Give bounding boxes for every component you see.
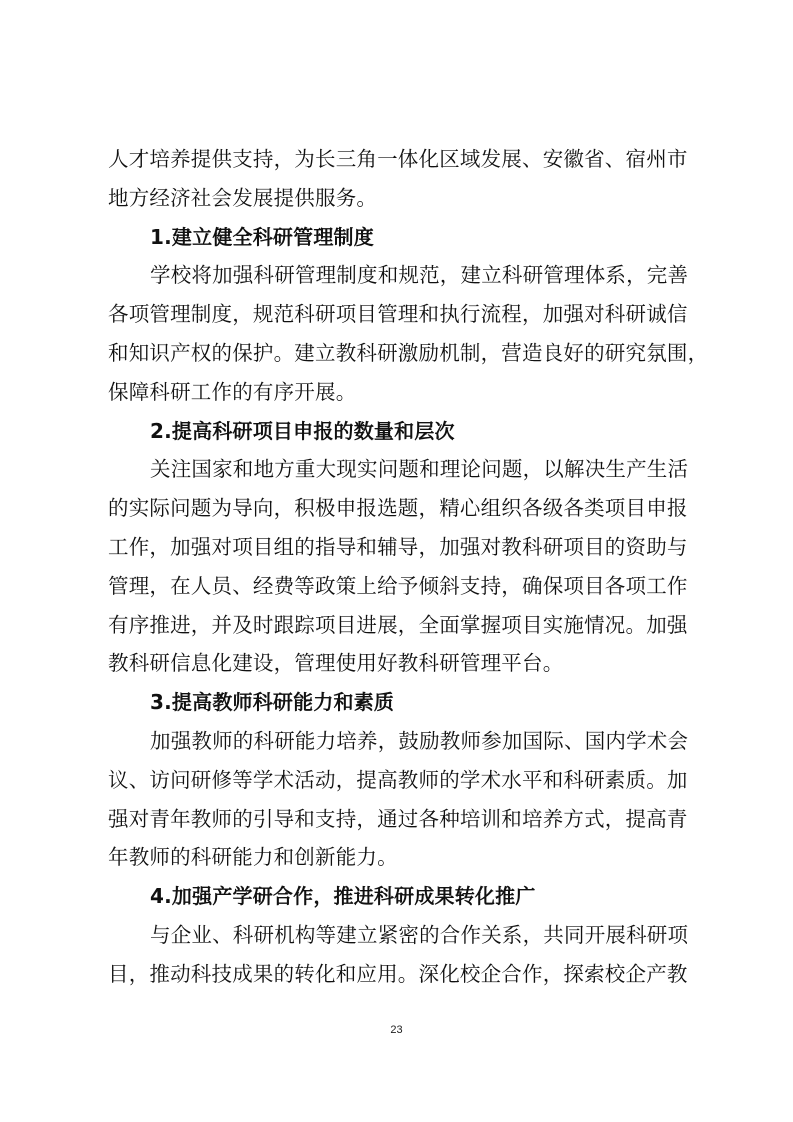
section-heading: 4.加强产学研合作，推进科研成果转化推广 — [150, 884, 536, 909]
body-line: 有序推进，并及时跟踪项目进展，全面掌握项目实施情况。加强 — [108, 612, 688, 637]
body-line: 和知识产权的保护。建立教科研激励机制，营造良好的研究氛围， — [108, 340, 709, 365]
section-heading: 3.提高教师科研能力和素质 — [150, 690, 395, 715]
body-line: 的实际问题为导向，积极申报选题，精心组织各级各类项目申报 — [108, 496, 688, 521]
page-number: 23 — [390, 1024, 403, 1036]
body-line: 地方经济社会发展提供服务。 — [108, 185, 378, 210]
body-line: 人才培养提供支持，为长三角一体化区域发展、安徽省、宿州市 — [108, 147, 688, 171]
body-line: 保障科研工作的有序开展。 — [108, 379, 357, 404]
section-heading: 1.建立健全科研管理制度 — [150, 224, 374, 249]
body-line: 年教师的科研能力和创新能力。 — [108, 845, 398, 870]
body-line: 强对青年教师的引导和支持，通过各种培训和培养方式，提高青 — [108, 806, 688, 831]
body-line: 工作，加强对项目组的指导和辅导，加强对教科研项目的资助与 — [108, 534, 688, 559]
body-line: 目，推动科技成果的转化和应用。深化校企合作，探索校企产教 — [108, 961, 688, 986]
body-line: 管理，在人员、经费等政策上给予倾斜支持，确保项目各项工作 — [108, 573, 688, 598]
paragraph-first-line: 关注国家和地方重大现实问题和理论问题，以解决生产生活 — [150, 457, 689, 482]
section-heading: 2.提高科研项目申报的数量和层次 — [150, 418, 455, 443]
paragraph-first-line: 学校将加强科研管理制度和规范，建立科研管理体系，完善 — [150, 263, 689, 288]
paragraph-first-line: 加强教师的科研能力培养，鼓励教师参加国际、国内学术会 — [150, 728, 689, 753]
body-line: 议、访问研修等学术活动，提高教师的学术水平和科研素质。加 — [108, 767, 688, 792]
body-line: 各项管理制度，规范科研项目管理和执行流程，加强对科研诚信 — [108, 302, 688, 327]
document-body — [108, 140, 709, 994]
paragraph-first-line: 与企业、科研机构等建立紧密的合作关系，共同开展科研项 — [150, 922, 689, 947]
body-line: 教科研信息化建设，管理使用好教科研管理平台。 — [108, 651, 564, 676]
